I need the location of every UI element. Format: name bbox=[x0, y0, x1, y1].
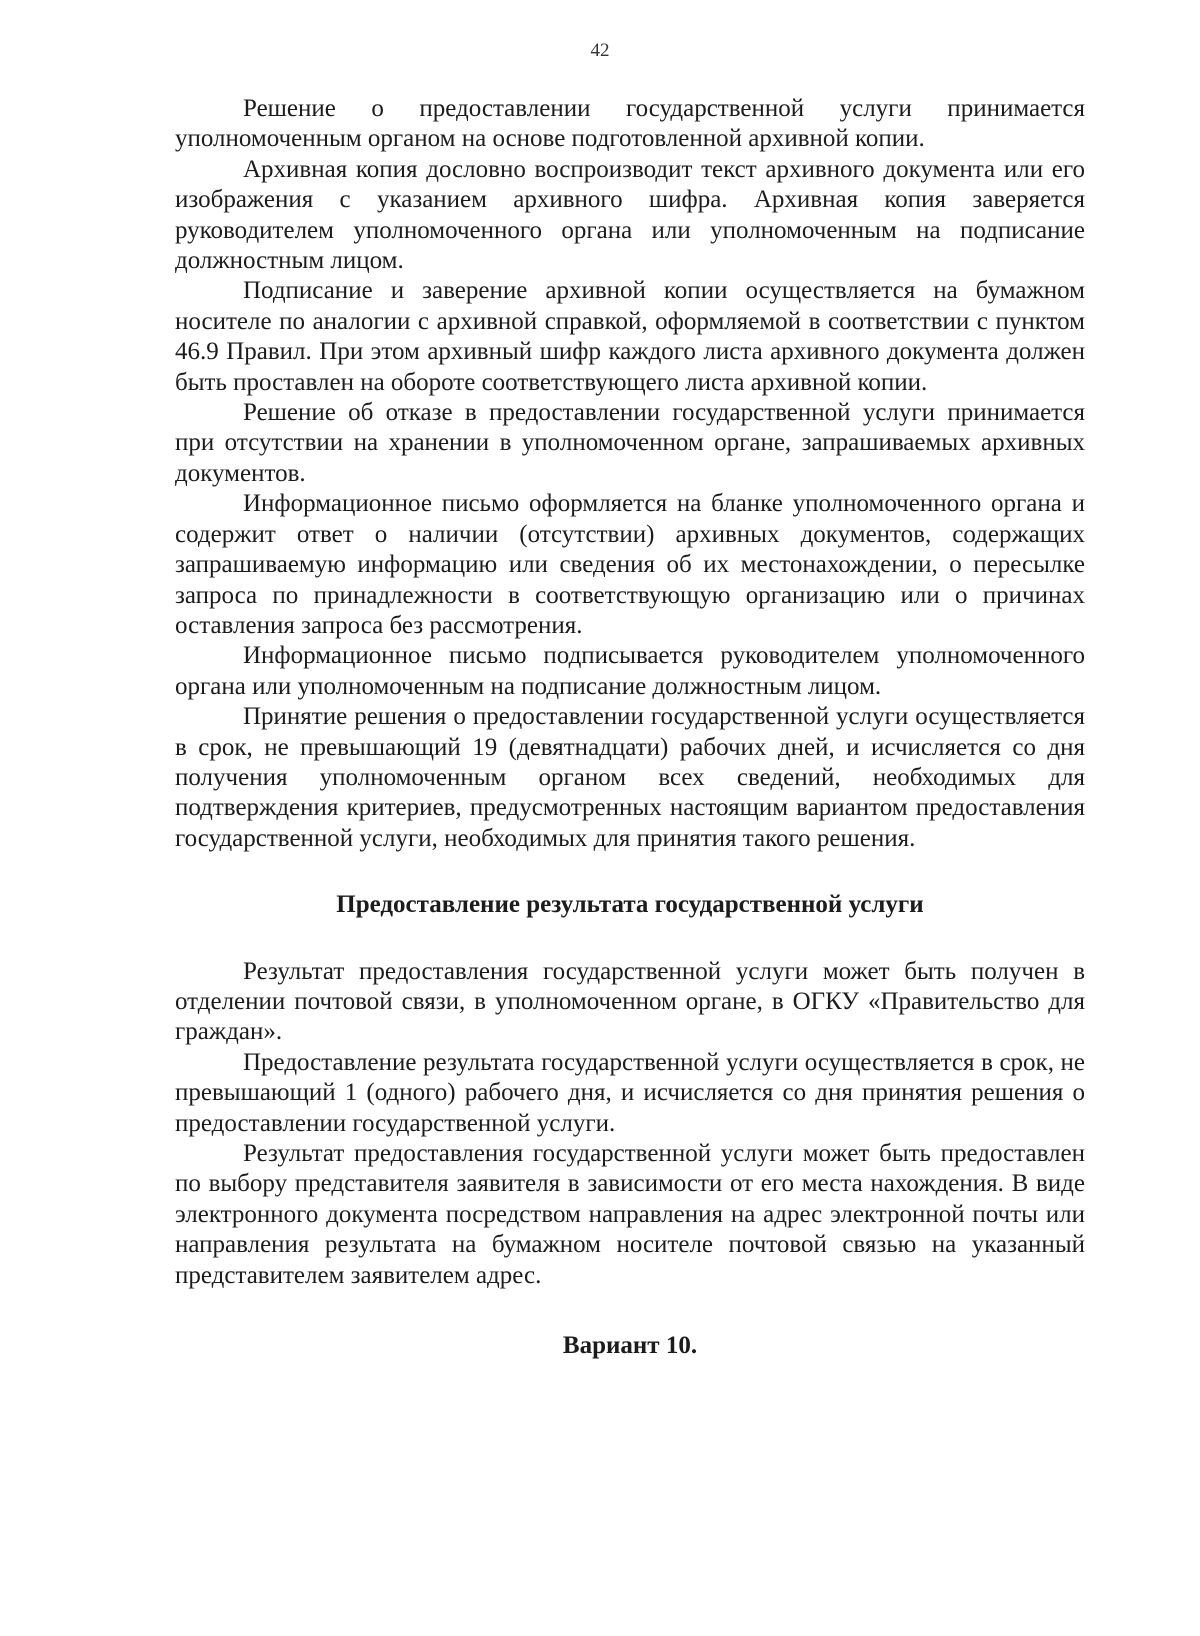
paragraph: Результат предоставления государственной услуги может быть получен в отделении почтовой связи, в уполномоченном органе, в ОГКУ «Правительство для граждан». bbox=[175, 957, 1085, 1046]
paragraph: Информационное письмо оформляется на бланке уполномоченного органа и содержит ответ о наличии (отсутствии) архивных документов, содержащих запрашиваемую информацию или сведения об их местонахождении, о пересылке запроса по принадлежности в соответствующую организацию или о причинах оставления запроса без рассмотрения. bbox=[175, 490, 1085, 639]
paragraph: Информационное письмо подписывается руководителем уполномоченного органа или уполномоченным на подписание должностным лицом. bbox=[175, 642, 1085, 700]
paragraph: Решение о предоставлении государственной услуги принимается уполномоченным органом на основе подготовленной архивной копии. bbox=[175, 95, 1085, 153]
document-body bbox=[175, 94, 1085, 1361]
paragraph: Архивная копия дословно воспроизводит текст архивного документа или его изображения с указанием архивного шифра. Архивная копия заверяется руководителем уполномоченного органа или уполномоченным на подписание должностным лицом. bbox=[175, 155, 1085, 275]
paragraph: Результат предоставления государственной услуги может быть предоставлен по выбору представителя заявителя в зависимости от его места нахождения. В виде электронного документа посредством направления на адрес электронной почты или направления результата на бумажном носителе почтовой связью на указанный представителем заявителем адрес. bbox=[175, 1140, 1085, 1289]
page-number: 42 bbox=[590, 40, 610, 61]
paragraph: Решение об отказе в предоставлении государственной услуги принимается при отсутствии на хранении в уполномоченном органе, запрашиваемых архивных документов. bbox=[175, 399, 1085, 487]
paragraph: Подписание и заверение архивной копии осуществляется на бумажном носителе по аналогии с архивной справкой, оформляемой в соответствии с пунктом 46.9 Правил. При этом архивный шифр каждого листа архивного документа должен быть проставлен на обороте соответствующего листа архивной копии. bbox=[175, 277, 1085, 396]
paragraph: Принятие решения о предоставлении государственной услуги осуществляется в срок, не превышающий 19 (девятнадцати) рабочих дней, и исчисляется со дня получения уполномоченным органом всех сведений, необходимых для подтверждения критериев, предусмотренных настоящим вариантом предоставления государственной услуги, необходимых для принятия такого решения. bbox=[175, 703, 1085, 852]
variant-heading: Вариант 10. bbox=[562, 1332, 698, 1360]
section-heading: Предоставление результата государственной услуги bbox=[336, 891, 924, 919]
paragraph: Предоставление результата государственной услуги осуществляется в срок, не превышающий 1 (одного) рабочего дня, и исчисляется со дня принятия решения о предоставлении государственной услуги. bbox=[175, 1048, 1085, 1137]
